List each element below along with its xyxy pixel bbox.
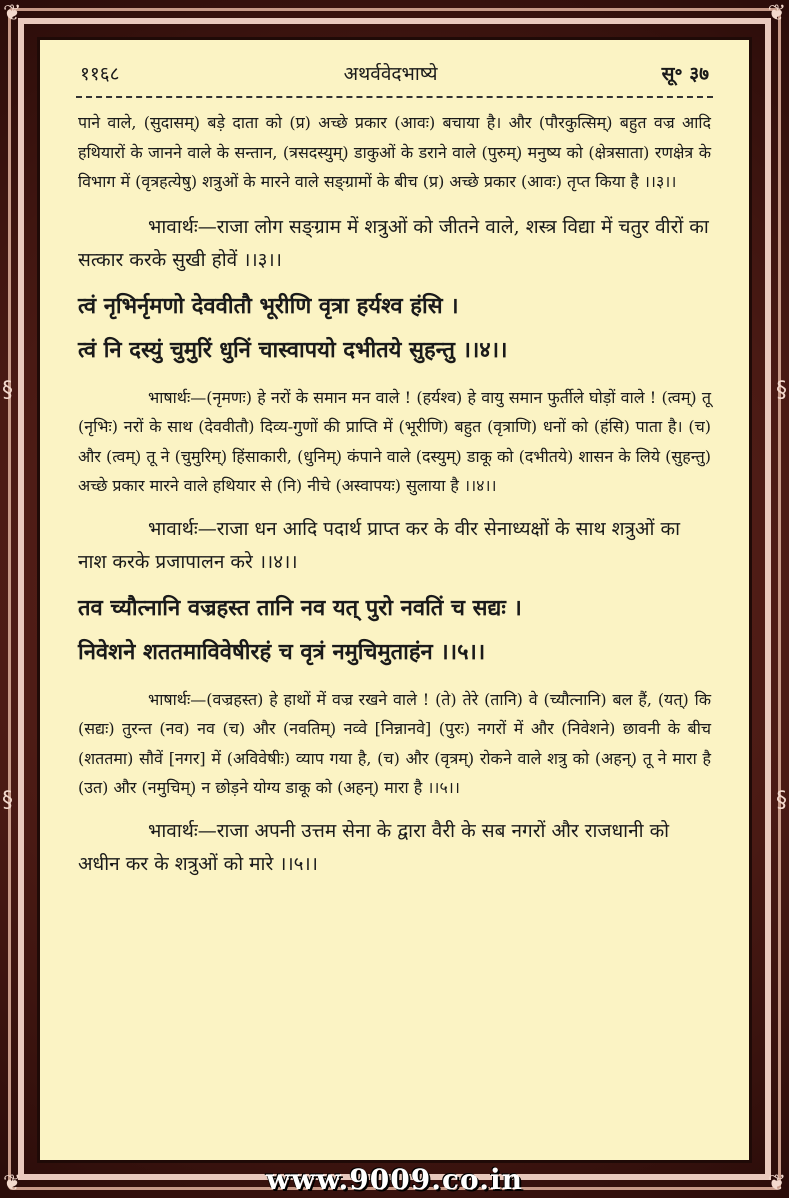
side-ornament-icon: § [776,788,787,813]
side-ornament-icon: § [2,378,13,403]
side-ornament-icon: § [2,788,13,813]
commentary-paragraph: पाने वाले, (सुदासम्) बड़े दाता को (प्र) अच्छे प्रकार (आवः) बचाया है। और (पौरकुत्सिम्) बहुत वज्र आदि हथियारों के जानने वाले के सन्तान, (त्रसदस्युम्) डाकुओं के डराने वाले (पुरुम्) मनुष्य को (क्षेत्रसाता) रणक्षेत्र के विभाग में (वृत्रहत्येषु) शत्रुओं के मारने वाले सङ्ग्रामों के बीच (प्र) अच्छे प्रकार (आवः) तृप्त किया है ।।३।। [78,113,711,191]
commentary-paragraph: भाषार्थः—(नृमणः) हे नरों के समान मन वाले ! (हर्यश्व) हे वायु समान फुर्तीले घोड़ों वाले ! (त्वम्) तू (नृभिः) नरों के साथ (देववीतौ) दिव्य-गुणों की प्राप्ति में (भूरीणि) बहुत (वृत्राणि) धनों को (हंसि) पाता है। (च) और (त्वम्) तू ने (चुमुरिम्) हिंसाकारी, (धुनिम्) कंपाने वाले (दस्युम्) डाकू को (दभीतये) शासन के लिये (सुहन्तु) अच्छे प्रकार मारने वाले हथियार से (नि) नीचे (अस्वापयः) सुलाया है ।।४।। [78,387,711,495]
website-watermark: www.9009.co.in [266,1163,523,1196]
bhavartha-paragraph: भावार्थः—राजा अपनी उत्तम सेना के द्वारा वैरी के सब नगरों और राजधानी को अधीन कर के शत्रुओं को मारे ।।५।। [78,819,670,875]
corner-ornament-icon: ❦ [767,1171,786,1196]
page-header [80,58,709,88]
sukta-number: सू॰ ३७ [661,63,709,85]
scripture-page [37,37,752,1163]
page-content [78,108,711,881]
mantra-line: त्वं नि दस्युं चुमुरिं धुनिं चास्वापयो दभीतये सुहन्तु ।।४।। [78,336,508,363]
commentary-paragraph: भाषार्थः—(वज्रहस्त) हे हाथों में वज्र रखने वाले ! (ते) तेरे (तानि) वे (च्यौत्नानि) बल हैं, (यत्) कि (सद्यः) तुरन्त (नव) नव (च) और (नवतिम्) नव्वे [निन्नानवे] (पुरः) नगरों में और (निवेशने) छावनी के बीच (शततमा) सौवें [नगर] में (अविवेषीः) व्याप गया है, (च) और (वृत्रम्) रोकने वाले शत्रु को (अहन्) तू ने मारा है (उत) और (नमुचिम्) न छोड़ने योग्य डाकू को (अहन्) मारा है ।।५।। [78,689,711,797]
mantra-line: त्वं नृभिर्नृमणो देववीतौ भूरीणि वृत्रा हर्यश्व हंसि । [78,292,459,319]
bhavartha-paragraph: भावार्थः—राजा धन आदि पदार्थ प्राप्त कर के वीर सेनाध्यक्षों के साथ शत्रुओं का नाश करके प्रजापालन करे ।।४।। [78,517,681,573]
mantra-line: निवेशने शततमाविवेषीरहं च वृत्रं नमुचिमुताहंन ।।५।। [78,638,486,665]
bhavartha-paragraph: भावार्थः—राजा लोग सङ्ग्राम में शत्रुओं को जीतने वाले, शस्त्र विद्या में चतुर वीरों का सत्कार करके सुखी होवें ।।३।। [78,215,709,271]
book-title: अथर्ववेदभाष्ये [343,63,438,85]
corner-ornament-icon: ❦ [767,1,786,26]
corner-ornament-icon: ❦ [3,1171,22,1196]
header-divider [76,96,713,98]
side-ornament-icon: § [776,378,787,403]
mantra-line: तव च्यौत्नानि वज्रहस्त तानि नव यत् पुरो नवतिं च सद्यः । [78,594,522,621]
corner-ornament-icon: ❦ [3,1,22,26]
page-number: ११६८ [80,63,120,85]
